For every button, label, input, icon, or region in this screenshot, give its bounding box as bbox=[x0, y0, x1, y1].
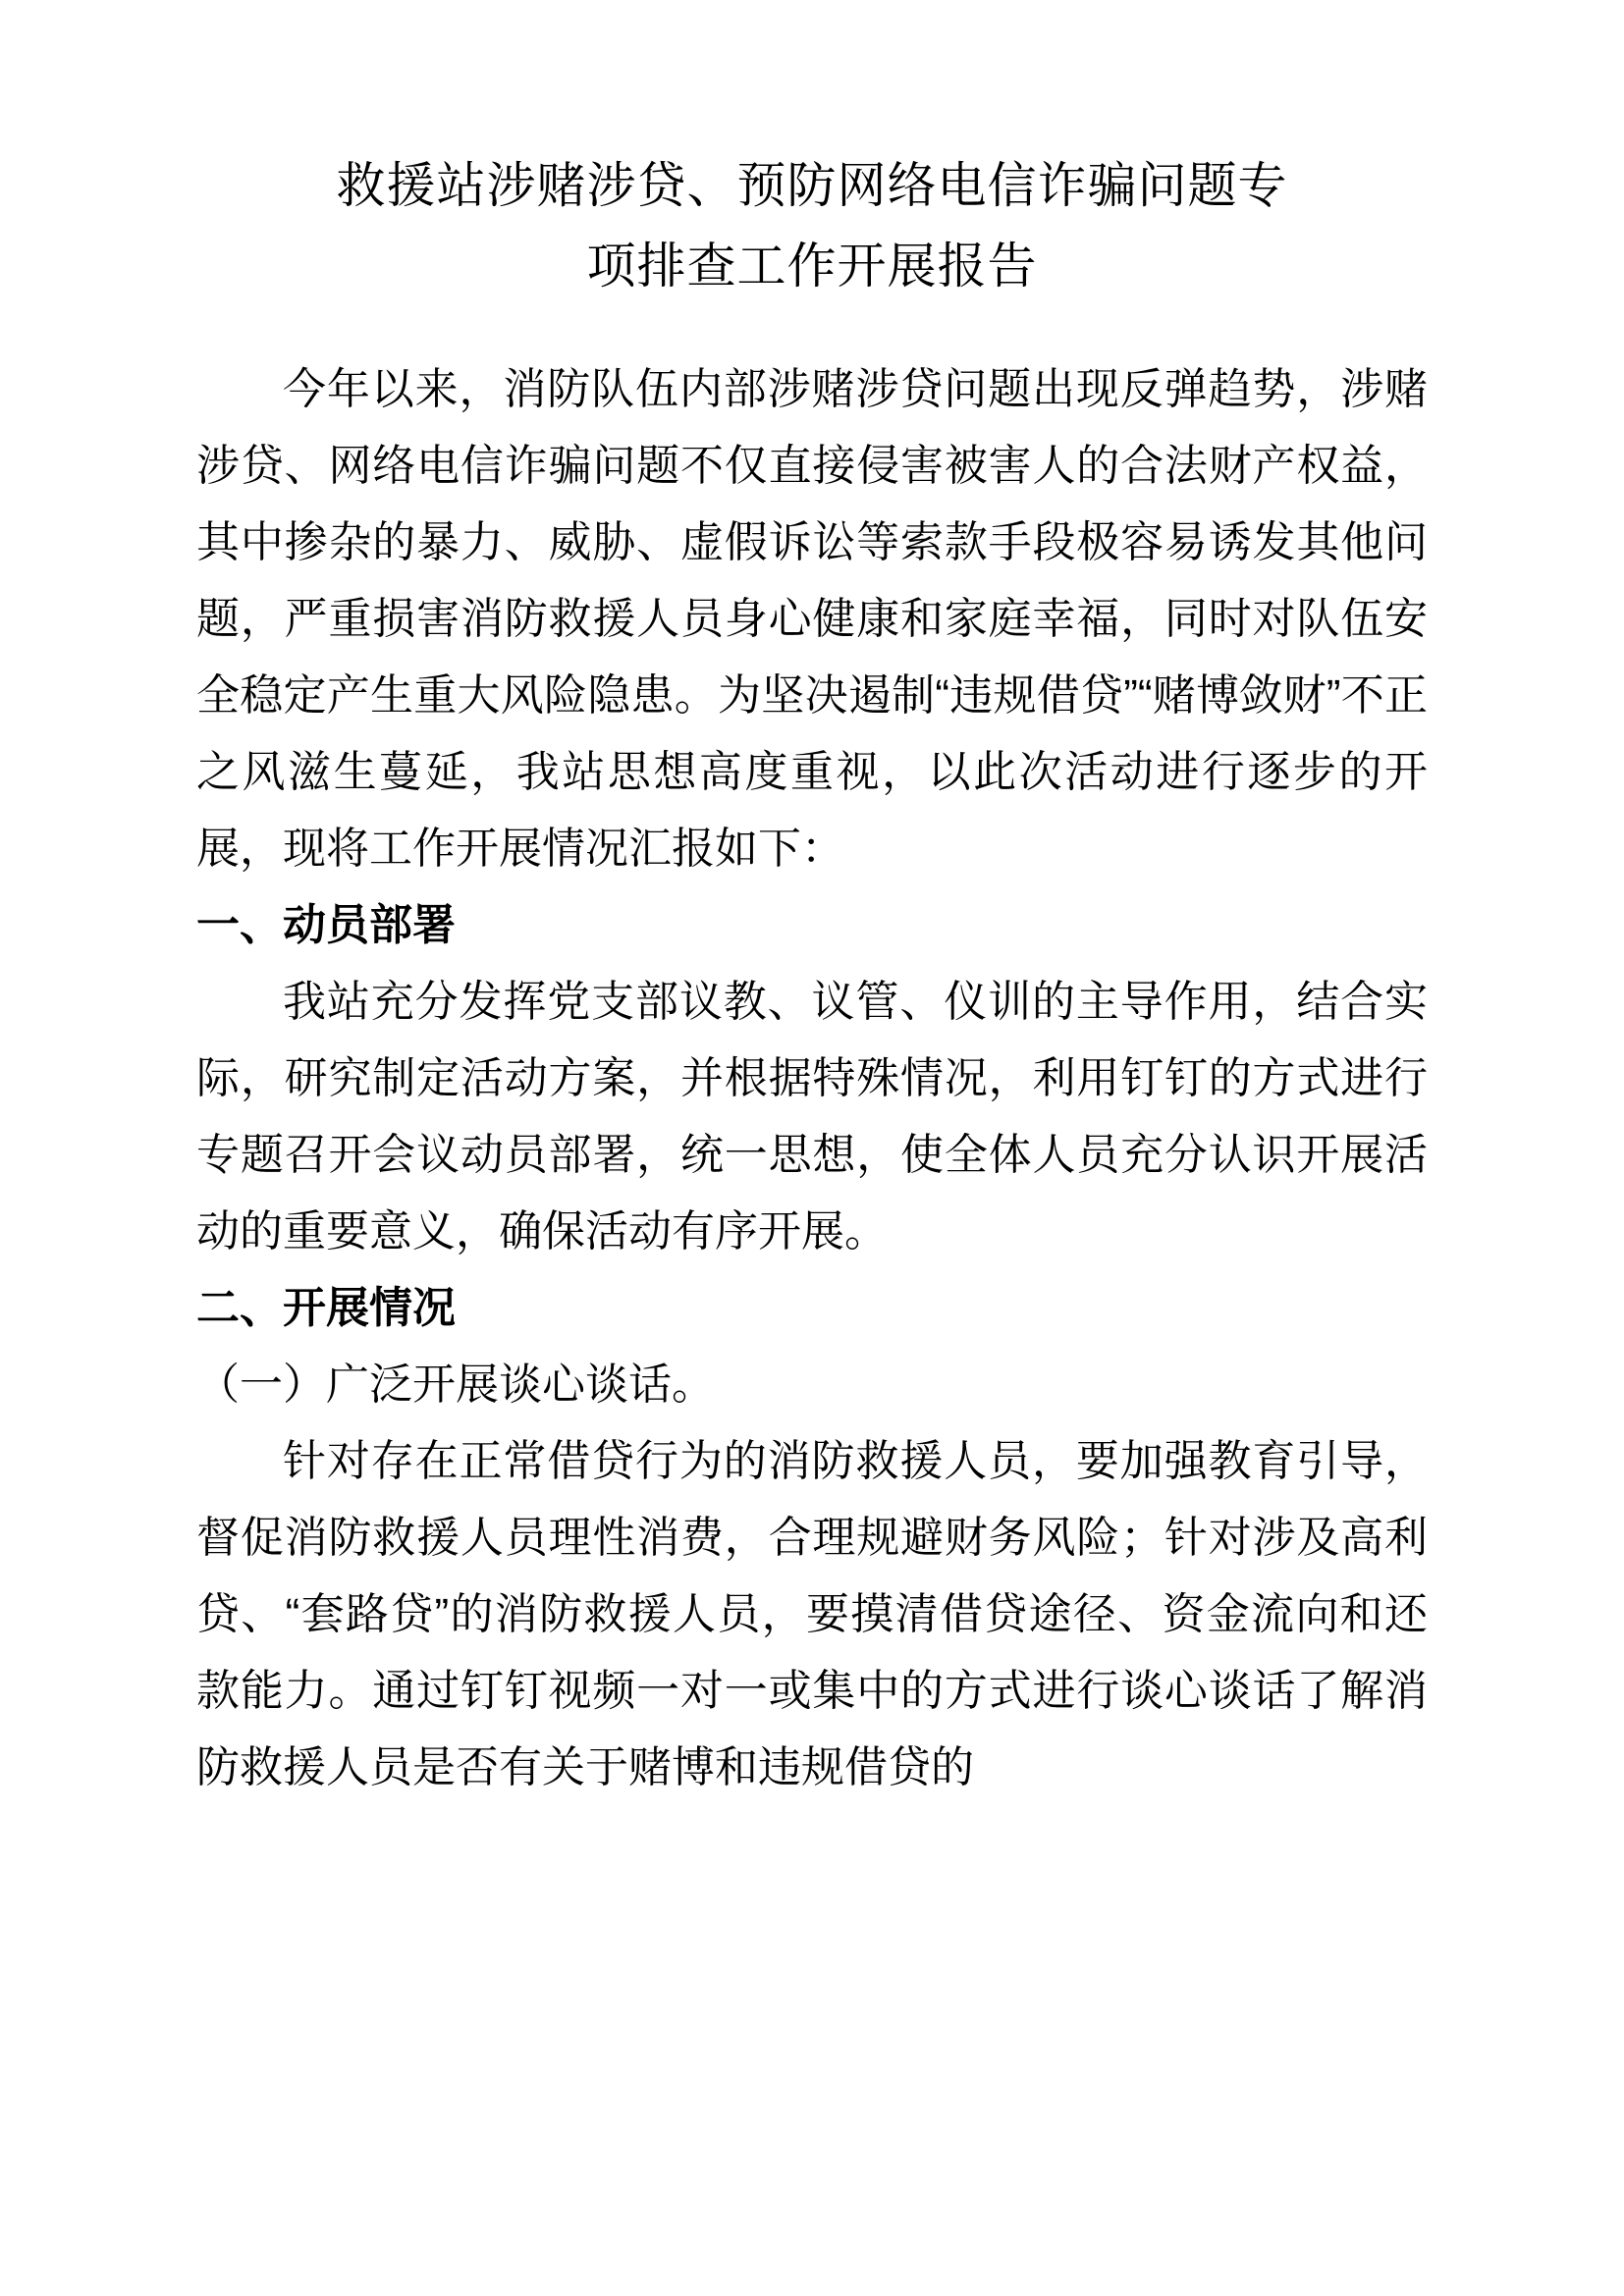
document-title: 救援站涉赌涉贷、预防网络电信诈骗问题专项排查工作开展报告 bbox=[336, 158, 1288, 294]
paragraph-mobilization: 我站充分发挥党支部议教、议管、仪训的主导作用，结合实际，研究制定活动方案，并根据特殊情况，利用钉钉的方式进行专题召开会议动员部署，统一思想，使全体人员充分认识开展活动的重要意义，确保活动有序开展。 bbox=[196, 978, 1428, 1255]
subsection-heading-talks: （一）广泛开展谈心谈话。 bbox=[196, 1361, 715, 1409]
section-heading-progress: 二、开展情况 bbox=[196, 1284, 456, 1332]
paragraph-intro: 今年以来，消防队伍内部涉赌涉贷问题出现反弹趋势，涉赌涉贷、网络电信诈骗问题不仅直接侵害被害人的合法财产权益，其中掺杂的暴力、威胁、虚假诉讼等索款手段极容易诱发其他问题，严重损害消防救援人员身心健康和家庭幸福，同时对队伍安全稳定产生重大风险隐患。为坚决遏制“违规借贷”“赌博敛财”不正之风滋生蔓延，我站思想高度重视，以此次活动进行逐步的开展，现将工作开展情况汇报如下： bbox=[196, 365, 1428, 873]
document-body bbox=[196, 351, 1428, 1806]
section-heading-mobilization: 一、动员部署 bbox=[196, 901, 456, 949]
paragraph-talks: 针对存在正常借贷行为的消防救援人员，要加强教育引导，督促消防救援人员理性消费，合理规避财务风险；针对涉及高利贷、“套路贷”的消防救援人员，要摸清借贷途径、资金流向和还款能力。通过钉钉视频一对一或集中的方式进行谈心谈话了解消防救援人员是否有关于赌博和违规借贷的 bbox=[196, 1437, 1428, 1791]
